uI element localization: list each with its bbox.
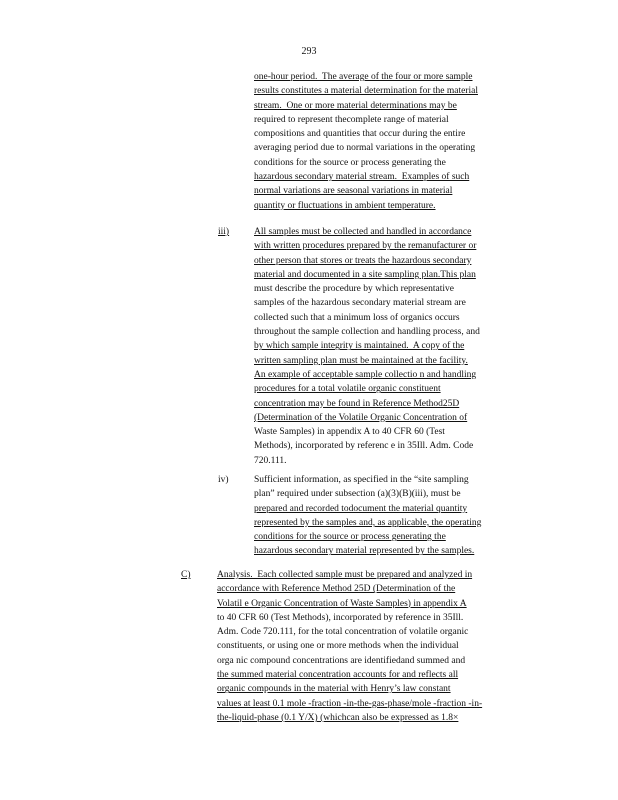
paragraph-line: must describe the procedure by which representative xyxy=(254,284,454,295)
paragraph-line: with written procedures prepared by the remanufacturer or xyxy=(254,241,477,252)
paragraph-line: samples of the hazardous secondary material stream are xyxy=(254,298,466,309)
paragraph-line: by which sample integrity is maintained. A copy of the xyxy=(254,341,465,352)
item-marker-c: C) xyxy=(181,570,191,580)
paragraph-line: (Determination of the Volatile Organic Concentration of xyxy=(254,412,468,423)
paragraph-line: normal variations are seasonal variations in material xyxy=(254,186,453,197)
paragraph-line: Analysis. Each collected sample must be prepared and analyzed in xyxy=(217,570,473,580)
paragraph-line: the summed material concentration accounts for and reflects all xyxy=(217,670,459,681)
paragraph-line: Adm. Code 720.111, for the total concentration of volatile organic xyxy=(217,627,469,638)
paragraph-line: hazardous secondary material stream. Examples of such xyxy=(254,172,470,183)
paragraph-line: prepared and recorded todocument the material quantity xyxy=(254,503,468,514)
paragraph-line: organic compounds in the material with Henry’s law constant xyxy=(217,684,451,695)
paragraph-line: the-liquid-phase (0.1 Y/X) (whichcan also be expressed as 1.8× xyxy=(217,712,459,723)
paragraph-line: throughout the sample collection and handling process, and xyxy=(254,327,480,338)
paragraph-line: required to represent thecomplete range of material xyxy=(254,114,449,125)
paragraph-line: orga nic compound concentrations are identifiedand summed and xyxy=(217,655,466,666)
paragraph-line: procedures for a total volatile organic constituent xyxy=(254,384,441,395)
paragraph-line: collected such that a minimum loss of organics occurs xyxy=(254,312,460,323)
paragraph-line: conditions for the source or process generating the xyxy=(254,532,446,543)
item-iii-paragraph xyxy=(254,225,537,468)
paragraph-line: conditions for the source or process generating the xyxy=(254,157,446,168)
paragraph-line: averaging period due to normal variations in the operating xyxy=(254,143,476,154)
paragraph-line: All samples must be collected and handled in accordance xyxy=(254,227,472,237)
paragraph-line: Volatil e Organic Concentration of Waste Samples) in appendix A xyxy=(217,598,467,609)
continuation-paragraph xyxy=(254,70,534,213)
paragraph-line: other person that stores or treats the hazardous secondary xyxy=(254,255,472,266)
paragraph-line: material and documented in a site sampling plan.This plan xyxy=(254,269,476,280)
paragraph-line: hazardous secondary material represented by the samples. xyxy=(254,546,475,557)
item-marker-iv: iv) xyxy=(218,475,229,485)
page-number: 293 xyxy=(301,46,317,57)
paragraph-line: compositions and quantities that occur during the entire xyxy=(254,129,466,140)
paragraph-line: Methods), incorporated by referenc e in 35Ill. Adm. Code xyxy=(254,441,474,452)
paragraph-line: values at least 0.1 mole -fraction -in-the-gas-phase/mole -fraction -in- xyxy=(217,698,483,709)
paragraph-line: constituents, or using one or more methods when the individual xyxy=(217,641,459,652)
item-c-paragraph xyxy=(217,568,538,725)
paragraph-line: accordance with Reference Method 25D (Determination of the xyxy=(217,584,456,595)
paragraph-line: written sampling plan must be maintained at the facility. xyxy=(254,355,468,366)
paragraph-line: to 40 CFR 60 (Test Methods), incorporated by reference in 35Ill. xyxy=(217,612,464,623)
paragraph-line: concentration may be found in Reference Method25D xyxy=(254,398,460,409)
paragraph-line: Waste Samples) in appendix A to 40 CFR 60 (Test xyxy=(254,427,445,438)
paragraph-line: represented by the samples and, as applicable, the operating xyxy=(254,517,482,528)
paragraph-line: plan” required under subsection (a)(3)(B)(iii), must be xyxy=(254,489,461,500)
item-marker-iii: iii) xyxy=(218,227,230,237)
paragraph-line: 720.111. xyxy=(254,455,287,466)
paragraph-line: quantity or fluctuations in ambient temperature. xyxy=(254,200,436,211)
paragraph-line: Sufficient information, as specified in the “site sampling xyxy=(254,475,469,485)
paragraph-line: stream. One or more material determinations may be xyxy=(254,100,457,111)
paragraph-line: An example of acceptable sample collectio n and handling xyxy=(254,369,477,380)
paragraph-line: results constitutes a material determination for the material xyxy=(254,86,478,97)
paragraph-line: one-hour period. The average of the four or more sample xyxy=(254,72,473,82)
item-iv-paragraph xyxy=(254,473,537,559)
